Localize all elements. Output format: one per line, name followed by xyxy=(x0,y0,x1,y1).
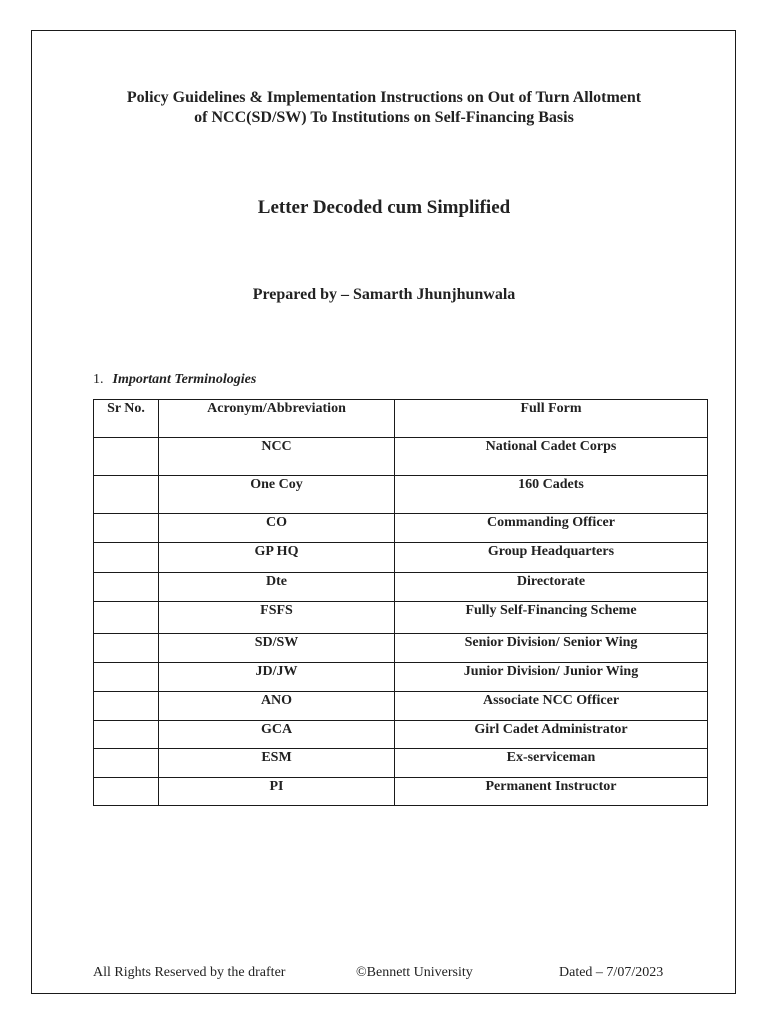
header-acronym: Acronym/Abbreviation xyxy=(159,400,395,438)
section-heading xyxy=(93,371,256,389)
row-sr-no xyxy=(94,692,159,721)
row-sr-no xyxy=(94,749,159,778)
row-full-form: Permanent Instructor xyxy=(395,778,708,806)
table-row xyxy=(94,692,708,721)
prepared-by: Prepared by – Samarth Jhunjhunwala xyxy=(252,286,516,303)
footer-rights: All Rights Reserved by the drafter xyxy=(93,965,286,980)
table-row xyxy=(94,543,708,573)
row-acronym: SD/SW xyxy=(159,634,395,663)
document-title-line-2: of NCC(SD/SW) To Institutions on Self-Financing Basis xyxy=(194,109,574,126)
row-sr-no xyxy=(94,514,159,543)
row-sr-no xyxy=(94,778,159,806)
row-full-form: Senior Division/ Senior Wing xyxy=(395,634,708,663)
row-acronym: Dte xyxy=(159,573,395,602)
row-acronym: GP HQ xyxy=(159,543,395,573)
row-full-form: 160 Cadets xyxy=(395,476,708,514)
table-row xyxy=(94,602,708,634)
row-full-form: Girl Cadet Administrator xyxy=(395,721,708,749)
header-sr-no: Sr No. xyxy=(94,400,159,438)
section-label: Important Terminologies xyxy=(112,372,257,387)
table-row xyxy=(94,573,708,602)
row-full-form: Fully Self-Financing Scheme xyxy=(395,602,708,634)
row-acronym: JD/JW xyxy=(159,663,395,692)
document-title xyxy=(60,88,708,128)
row-acronym: NCC xyxy=(159,438,395,476)
terminology-table xyxy=(93,399,708,806)
table-row xyxy=(94,778,708,806)
row-sr-no xyxy=(94,476,159,514)
table-row xyxy=(94,749,708,778)
row-acronym: CO xyxy=(159,514,395,543)
table-row xyxy=(94,514,708,543)
row-sr-no xyxy=(94,721,159,749)
row-sr-no xyxy=(94,634,159,663)
header-full-form: Full Form xyxy=(395,400,708,438)
document-subtitle: Letter Decoded cum Simplified xyxy=(257,197,511,218)
table-header-row xyxy=(94,400,708,438)
row-full-form: Commanding Officer xyxy=(395,514,708,543)
row-sr-no xyxy=(94,602,159,634)
footer-copyright: ©Bennett University xyxy=(356,965,473,980)
row-acronym: FSFS xyxy=(159,602,395,634)
row-sr-no xyxy=(94,543,159,573)
row-full-form: Directorate xyxy=(395,573,708,602)
row-full-form: Ex-serviceman xyxy=(395,749,708,778)
row-sr-no xyxy=(94,573,159,602)
table-row xyxy=(94,721,708,749)
row-sr-no xyxy=(94,663,159,692)
table-row xyxy=(94,476,708,514)
row-full-form: Associate NCC Officer xyxy=(395,692,708,721)
footer-dated: Dated – 7/07/2023 xyxy=(559,965,664,980)
table-row xyxy=(94,634,708,663)
document-title-line-1: Policy Guidelines & Implementation Instructions on Out of Turn Allotment xyxy=(126,89,642,106)
row-full-form: Group Headquarters xyxy=(395,543,708,573)
row-full-form: Junior Division/ Junior Wing xyxy=(395,663,708,692)
section-number: 1. xyxy=(93,372,104,387)
row-acronym: GCA xyxy=(159,721,395,749)
row-full-form: National Cadet Corps xyxy=(395,438,708,476)
table-row xyxy=(94,438,708,476)
row-acronym: ESM xyxy=(159,749,395,778)
row-acronym: PI xyxy=(159,778,395,806)
row-acronym: ANO xyxy=(159,692,395,721)
row-sr-no xyxy=(94,438,159,476)
row-acronym: One Coy xyxy=(159,476,395,514)
table-row xyxy=(94,663,708,692)
